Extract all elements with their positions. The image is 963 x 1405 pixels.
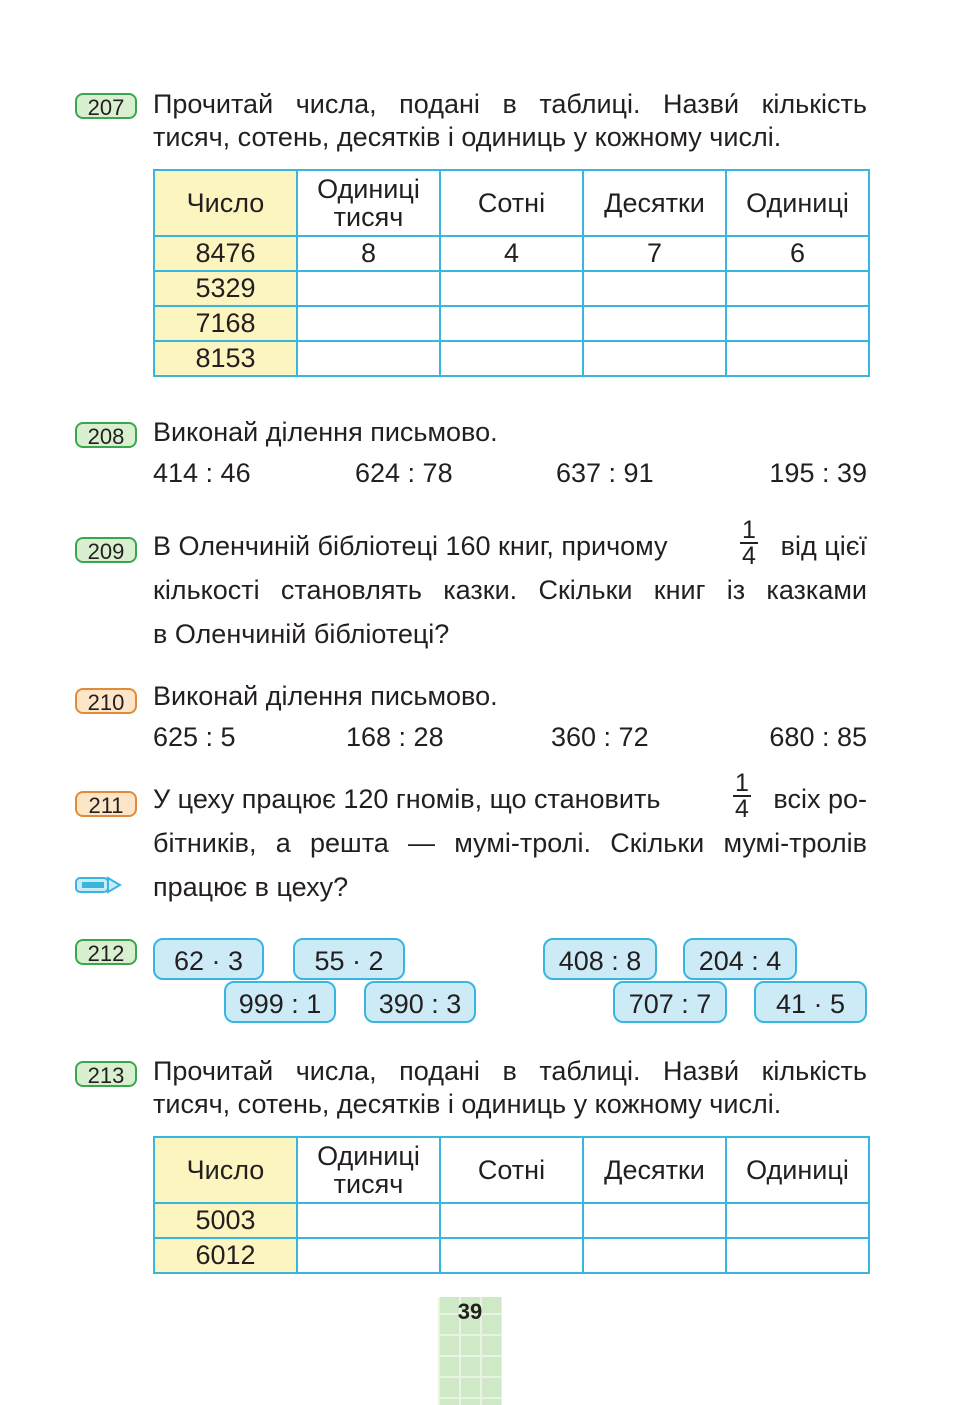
table-row (154, 306, 869, 341)
task-211-line-3: працює в цеху? (153, 872, 349, 902)
header-units: Одиниці (726, 170, 869, 236)
cell-tens (583, 1203, 726, 1238)
cell-hundreds (440, 306, 583, 341)
cell-thousands (297, 271, 440, 306)
expression: 414 : 46 (153, 458, 251, 488)
header-hundreds: Сотні (440, 1137, 583, 1203)
cell-tens: 7 (583, 236, 726, 271)
table-row (154, 341, 869, 376)
page-number-box (438, 1297, 502, 1405)
cell-hundreds (440, 1203, 583, 1238)
task-209-line-1-part-b: від цієї (780, 531, 867, 561)
table-207 (153, 169, 870, 377)
expression-bubble: 204 : 4 (683, 938, 797, 980)
cell-thousands (297, 1203, 440, 1238)
header-hundreds: Сотні (440, 170, 583, 236)
expression: 195 : 39 (769, 458, 867, 488)
expression: 680 : 85 (769, 722, 867, 752)
header-thousands (297, 1137, 440, 1203)
task-211-line-1-part-a: У цеху працює 120 гномів, що становить (153, 784, 661, 814)
task-213-line-2: тисяч, сотень, десятків і одиниць у кожному числі. (153, 1089, 782, 1119)
fraction (733, 771, 751, 821)
task-number-207: 207 (75, 93, 137, 119)
header-thousands-line-2: тисяч (333, 1169, 404, 1199)
expression-bubble: 408 : 8 (543, 938, 657, 980)
task-207-line-1: Прочитай числа, подані в таблиці. Назви́ кількість (153, 89, 867, 119)
cell-number: 6012 (154, 1238, 297, 1273)
task-211-line-1-part-b: всіх ро- (773, 784, 867, 814)
header-thousands (297, 170, 440, 236)
expression-bubble: 999 : 1 (224, 981, 336, 1023)
table-row (154, 271, 869, 306)
cell-thousands (297, 1238, 440, 1273)
task-number-208: 208 (75, 422, 137, 448)
cell-number: 8153 (154, 341, 297, 376)
cell-thousands (297, 306, 440, 341)
cell-number: 7168 (154, 306, 297, 341)
cell-thousands (297, 341, 440, 376)
cell-hundreds (440, 271, 583, 306)
header-number: Число (154, 1137, 297, 1203)
expression: 637 : 91 (556, 458, 654, 488)
header-tens: Десятки (583, 170, 726, 236)
cell-hundreds (440, 1238, 583, 1273)
cell-tens (583, 341, 726, 376)
task-number-209: 209 (75, 537, 137, 563)
cell-units (726, 341, 869, 376)
page-number: 39 (457, 1299, 483, 1324)
header-thousands-line-2: тисяч (333, 202, 404, 232)
table-row (154, 236, 869, 271)
cell-units (726, 1238, 869, 1273)
cell-tens (583, 306, 726, 341)
cell-hundreds (440, 341, 583, 376)
header-units: Одиниці (726, 1137, 869, 1203)
expression-bubble: 55 · 2 (293, 938, 405, 980)
table-header-row (154, 1137, 869, 1203)
task-207-line-2: тисяч, сотень, десятків і одиниць у кожному числі. (153, 122, 782, 152)
expression: 624 : 78 (355, 458, 453, 488)
task-number-210: 210 (75, 688, 137, 714)
cell-units (726, 306, 869, 341)
table-213 (153, 1136, 870, 1274)
task-number-212: 212 (75, 939, 137, 965)
task-209-line-3: в Оленчиній бібліотеці? (153, 619, 450, 649)
expression-bubble: 62 · 3 (153, 938, 264, 980)
header-thousands-line-1: Одиниці (317, 1141, 420, 1171)
task-number-211: 211 (75, 791, 137, 817)
expression-bubble: 41 · 5 (754, 981, 867, 1023)
cell-number: 8476 (154, 236, 297, 271)
header-thousands-line-1: Одиниці (317, 174, 420, 204)
expression-bubble: 390 : 3 (364, 981, 476, 1023)
fraction-numerator: 1 (742, 516, 756, 544)
task-211-line-1 (153, 771, 867, 829)
cell-thousands: 8 (297, 236, 440, 271)
cell-units: 6 (726, 236, 869, 271)
fraction-denominator: 4 (735, 795, 749, 823)
task-210-text: Виконай ділення письмово. (153, 681, 498, 711)
expression: 625 : 5 (153, 722, 236, 752)
cell-units (726, 1203, 869, 1238)
table-row (154, 1203, 869, 1238)
table-header-row (154, 170, 869, 236)
cell-units (726, 271, 869, 306)
task-number-213: 213 (75, 1061, 137, 1087)
task-209-line-1 (153, 518, 867, 576)
header-tens: Десятки (583, 1137, 726, 1203)
cell-hundreds: 4 (440, 236, 583, 271)
expression: 168 : 28 (346, 722, 444, 752)
expression-bubble: 707 : 7 (613, 981, 727, 1023)
table-row (154, 1238, 869, 1273)
cell-number: 5329 (154, 271, 297, 306)
pencil-icon (74, 874, 122, 901)
fraction-denominator: 4 (742, 542, 756, 570)
cell-tens (583, 271, 726, 306)
cell-number: 5003 (154, 1203, 297, 1238)
task-213-line-1: Прочитай числа, подані в таблиці. Назви́ кількість (153, 1056, 867, 1086)
task-208-text: Виконай ділення письмово. (153, 417, 498, 447)
expression: 360 : 72 (551, 722, 649, 752)
fraction (740, 518, 758, 568)
task-211-line-2: бітників, а решта — мумі-тролі. Скільки мумі-тролів (153, 828, 867, 858)
header-number: Число (154, 170, 297, 236)
cell-tens (583, 1238, 726, 1273)
fraction-numerator: 1 (735, 769, 749, 797)
task-209-line-2: кількості становлять казки. Скільки книг із казками (153, 575, 867, 605)
task-209-line-1-part-a: В Оленчиній бібліотеці 160 книг, причому (153, 531, 668, 561)
